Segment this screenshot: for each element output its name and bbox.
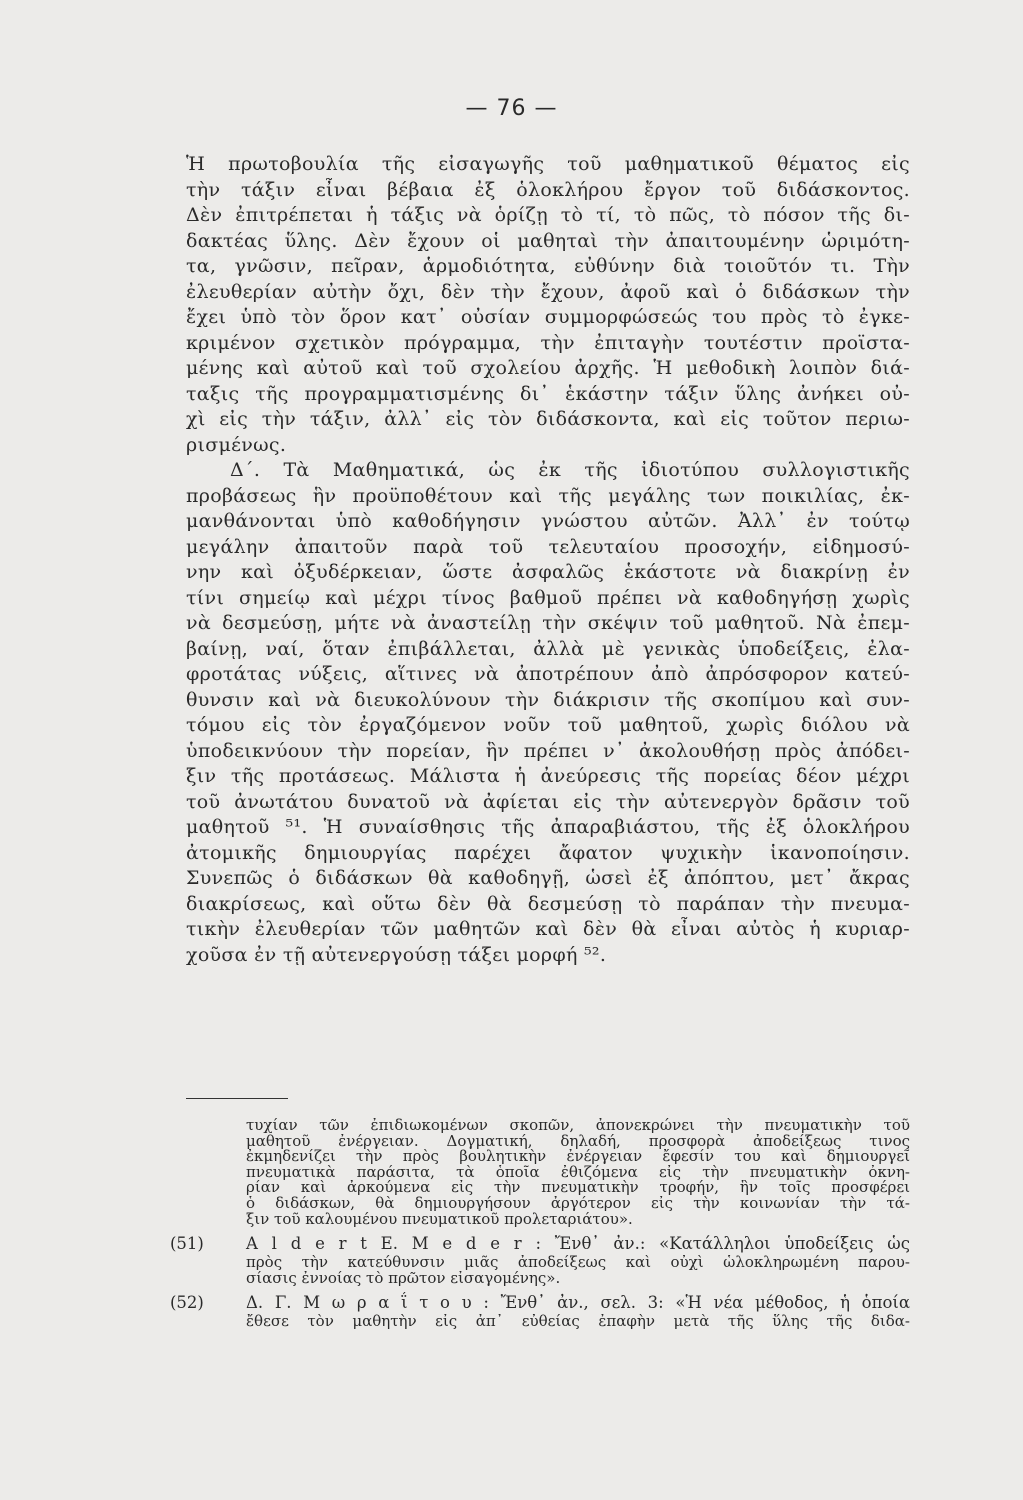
text-line: θυνσιν καὶ νὰ διευκολύνουν τὴν διάκρισιν τῆς σκοπίμου καὶ συν- <box>186 688 910 711</box>
text-line: τα, γνῶσιν, πεῖραν, ἁρμοδιότητα, εὐθύνην διὰ τοιοῦτόν τι. Τὴν <box>186 255 910 277</box>
footnote-line: ὁ διδάσκων, θὰ δημιουργήσουν ἀργότερον εἰς τὴν κοινωνίαν τὴν τά- <box>246 1195 910 1212</box>
text-line: χοῦσα ἐν τῇ αὐτενεργούσῃ τάξει μορφή ⁵². <box>186 943 607 966</box>
text-line: ξιν τῆς προτάσεως. Μάλιστα ἡ ἀνεύρεσις τῆς πορείας δέον μέχρι <box>186 765 910 787</box>
text-line: ἔχει ὑπὸ τὸν ὅρον κατ᾽ οὐσίαν συμμορφώσεώς του πρὸς τὸ ἐγκε- <box>186 306 910 328</box>
text-line: τοῦ ἀνωτάτου δυνατοῦ νὰ ἀφίεται εἰς τὴν αὐτενεργὸν δρᾶσιν τοῦ <box>186 790 910 813</box>
footnote-line: σίασις ἐννοίας τὸ πρῶτον εἰσαγομένης». <box>246 1270 561 1287</box>
text-line: ὑποδεικνύουν τὴν πορείαν, ἣν πρέπει ν᾽ ἀκολουθήσῃ πρὸς ἀπόδει- <box>186 739 910 762</box>
footnote-line: ξιν τοῦ καλουμένου πνευματικοῦ προλεταριάτου». <box>246 1211 633 1228</box>
text-line: Συνεπῶς ὁ διδάσκων θὰ καθοδηγῇ, ὡσεὶ ἐξ ἀπόπτου, μετ᾽ ἄκρας <box>186 867 910 889</box>
text-line: ἐλευθερίαν αὐτὴν ὄχι, δὲν τὴν ἔχουν, ἀφοῦ καὶ ὁ διδάσκων τὴν <box>186 280 910 303</box>
main-text <box>186 152 910 968</box>
footnote-line: πνευματικὰ παράσιτα, τὰ ὁποῖα ἐθιζόμενα εἰς τὴν πνευματικὴν ὀκνη- <box>246 1164 910 1181</box>
footnote-line: ἐκμηδενίζει τὴν πρὸς βουλητικὴν ἐνέργειαν ἔφεσίν του καὶ δημιουργεῖ <box>246 1149 910 1165</box>
text-line: νὰ δεσμεύσῃ, μήτε νὰ ἀναστείλῃ τὴν σκέψιν τοῦ μαθητοῦ. Νὰ ἐπεμ- <box>186 612 910 634</box>
text-line: Ἡ πρωτοβουλία τῆς εἰσαγωγῆς τοῦ μαθηματικοῦ θέματος εἰς <box>186 153 910 175</box>
footnote-51 <box>170 1233 910 1286</box>
text-line: τὴν τάξιν εἶναι βέβαια ἐξ ὁλοκλήρου ἔργον τοῦ διδάσκοντος. <box>186 178 910 201</box>
text-line: προβάσεως ἣν προϋποθέτουν καὶ τῆς μεγάλης των ποικιλίας, ἐκ- <box>186 484 910 507</box>
footnote-line: μαθητοῦ ἐνέργειαν. Δογματική, δηλαδή, προσφορὰ ἀποδείξεως τινος <box>246 1133 910 1150</box>
footnote-line <box>170 1233 910 1255</box>
text-line: μένης καὶ αὐτοῦ καὶ τοῦ σχολείου ἀρχῆς. Ἡ μεθοδικὴ λοιπὸν διά- <box>186 357 910 379</box>
footnote-52 <box>170 1292 910 1330</box>
footnote-continuation <box>170 1118 910 1227</box>
text-line: κριμένον σχετικὸν πρόγραμμα, τὴν ἐπιταγὴν τουτέστιν προϊστα- <box>186 331 910 354</box>
footnote-separator <box>186 1098 288 1099</box>
footnote-line: ρίαν καὶ ἀρκούμενα εἰς τὴν πνευματικὴν τροφήν, ἣν τοῖς προσφέρει <box>246 1180 910 1196</box>
text-line: φροτάτας νύξεις, αἵτινες νὰ ἀποτρέπουν ἀπὸ ἀπρόσφορον κατεύ- <box>186 663 910 685</box>
text-line: μανθάνονται ὑπὸ καθοδήγησιν γνώστου αὐτῶν. Ἀλλ᾽ ἐν τούτῳ <box>186 510 910 532</box>
footnote-number: (51) <box>170 1234 204 1254</box>
text-line: δακτέας ὕλης. Δὲν ἔχουν οἱ μαθηταὶ τὴν ἀπαιτουμένην ὡριμότη- <box>186 229 910 252</box>
text-line: ταξις τῆς προγραμματισμένης δι᾽ ἑκάστην τάξιν ὕλης ἀνήκει οὐ- <box>186 382 910 405</box>
text-line: ρισμένως. <box>186 433 287 456</box>
footnote-number: (52) <box>170 1293 204 1313</box>
text-line: τικὴν ἐλευθερίαν τῶν μαθητῶν καὶ δὲν θὰ εἶναι αὐτὸς ἡ κυριαρ- <box>186 918 910 940</box>
footnote-line: τυχίαν τῶν ἐπιδιωκομένων σκοπῶν, ἀπονεκρώνει τὴν πνευματικὴν τοῦ <box>246 1118 910 1134</box>
text-line: χὶ εἰς τὴν τάξιν, ἀλλ᾽ εἰς τὸν διδάσκοντα, καὶ εἰς τοῦτον περιω- <box>186 408 910 430</box>
text-line: τόμου εἰς τὸν ἐργαζόμενον νοῦν τοῦ μαθητοῦ, χωρὶς διόλου νὰ <box>186 714 910 736</box>
footnotes <box>170 1118 910 1330</box>
text-line: Δὲν ἐπιτρέπεται ἡ τάξις νὰ ὁρίζῃ τὸ τί, τὸ πῶς, τὸ πόσον τῆς δι- <box>186 204 910 226</box>
footnote-line <box>170 1292 910 1314</box>
footnote-citation: A l d e r t E. M e d e r : Ἔνθ᾽ ἀν.: «Κατάλληλοι ὑποδείξεις ὡς <box>246 1234 910 1254</box>
text-line: μαθητοῦ ⁵¹. Ἡ συναίσθησις τῆς ἀπαραβιάστου, τῆς ἐξ ὁλοκλήρου <box>186 816 910 838</box>
text-line: βαίνῃ, ναί, ὅταν ἐπιβάλλεται, ἀλλὰ μὲ γενικὰς ὑποδείξεις, ἐλα- <box>186 637 910 660</box>
text-line: Δ΄. Τὰ Μαθηματικά, ὡς ἐκ τῆς ἰδιοτύπου συλλογιστικῆς <box>230 459 910 481</box>
footnote-citation: Δ. Γ. Μ ω ρ α ΐ τ ο υ : Ἔνθ᾽ ἀν., σελ. 3: «Ἡ νέα μέθοδος, ἡ ὁποία <box>246 1293 910 1313</box>
text-line: μεγάλην ἀπαιτοῦν παρὰ τοῦ τελευταίου προσοχήν, εἰδημοσύ- <box>186 535 910 558</box>
page-number: — 76 — <box>465 96 558 121</box>
text-line: διακρίσεως, καὶ οὕτω δὲν θὰ δεσμεύσῃ τὸ παράπαν τὴν πνευμα- <box>186 892 910 915</box>
footnote-line: πρὸς τὴν κατεύθυνσιν μιᾶς ἀποδείξεως καὶ οὐχὶ ὡλοκληρωμένη παρου- <box>246 1255 910 1271</box>
footnote-line: ἔθεσε τὸν μαθητὴν εἰς ἀπ᾽ εὐθείας ἐπαφὴν μετὰ τῆς ὕλης τῆς διδα- <box>246 1314 910 1330</box>
text-line: τίνι σημείῳ καὶ μέχρι τίνος βαθμοῦ πρέπει νὰ καθοδηγήσῃ χωρὶς <box>186 586 910 609</box>
text-line: νην καὶ ὀξυδέρκειαν, ὥστε ἀσφαλῶς ἑκάστοτε νὰ διακρίνῃ ἐν <box>186 561 910 583</box>
text-line: ἀτομικῆς δημιουργίας παρέχει ἄφατον ψυχικὴν ἱκανοποίησιν. <box>186 841 910 864</box>
